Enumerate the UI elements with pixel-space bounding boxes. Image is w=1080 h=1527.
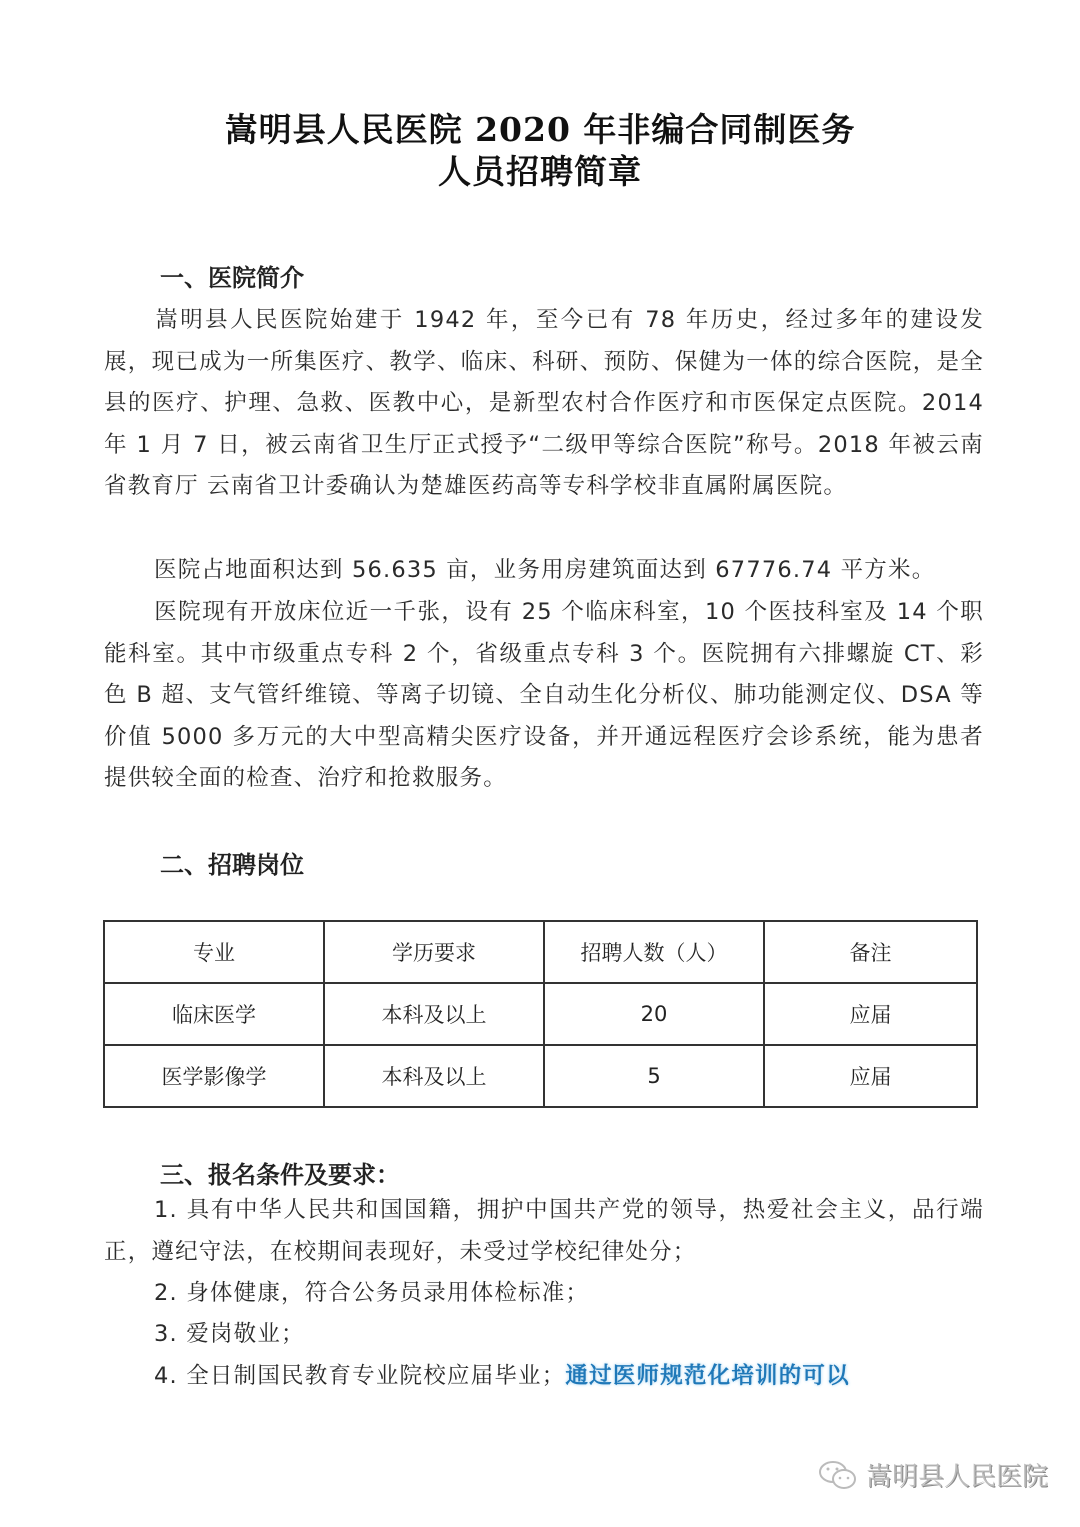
requirement-text: 3. 爱岗敬业； bbox=[154, 1321, 305, 1347]
cell-education: 本科及以上 bbox=[324, 983, 544, 1045]
cell-count: 20 bbox=[544, 983, 764, 1045]
section1-heading: 一、医院简介 bbox=[160, 264, 304, 292]
requirement-text: 2. 身体健康，符合公务员录用体检标准； bbox=[154, 1280, 590, 1306]
paragraph-text: 医院现有开放床位近一千张，设有 25 个临床科室，10 个医技科室及 14 个职能科室。其中市级重点专科 2 个，省级重点专科 3 个。医院拥有六排螺旋 CT、彩色 B 超、支气管纤维镜、等离子切镜、全自动生化分析仪、肺功能测定仪、DSA 等价值 5000 多万元的大中型高精尖医疗设备，并开通远程医疗会诊系统，能为患者提供较全面的检查、治疗和抢救服务。 bbox=[104, 599, 984, 791]
watermark-text: 嵩明县人民医院 bbox=[866, 1462, 1049, 1492]
cell-major: 医学影像学 bbox=[104, 1045, 324, 1107]
header-education: 学历要求 bbox=[324, 921, 544, 983]
paragraph-text: 医院占地面积达到 56.635 亩，业务用房建筑面达到 67776.74 平方米。 bbox=[154, 557, 936, 583]
wechat-icon bbox=[818, 1459, 858, 1491]
cell-count: 5 bbox=[544, 1045, 764, 1107]
table-row bbox=[104, 1045, 977, 1107]
requirement-text: 1. 具有中华人民共和国国籍，拥护中国共产党的领导，热爱社会主义，品行端正，遵纪守法，在校期间表现好，未受过学校纪律处分； bbox=[104, 1197, 984, 1265]
table-row bbox=[104, 983, 977, 1045]
cell-major: 临床医学 bbox=[104, 983, 324, 1045]
document-title-line2: 人员招聘简章 bbox=[438, 152, 642, 191]
cell-education: 本科及以上 bbox=[324, 1045, 544, 1107]
requirement-item-1 bbox=[104, 1190, 984, 1273]
section3-heading: 三、报名条件及要求： bbox=[160, 1161, 400, 1189]
cell-notes: 应届 bbox=[764, 983, 977, 1045]
requirement-item-3 bbox=[104, 1314, 984, 1356]
section1-paragraph-1 bbox=[104, 300, 984, 508]
header-notes: 备注 bbox=[764, 921, 977, 983]
highlighted-text: 通过医师规范化培训的可以 bbox=[565, 1363, 850, 1389]
paragraph-text: 嵩明县人民医院始建于 1942 年，至今已有 78 年历史，经过多年的建设发展，现已成为一所集医疗、教学、临床、科研、预防、保健为一体的综合医院，是全县的医疗、护理、急救、医教中心，是新型农村合作医疗和市医保定点医院。2014 年 1 月 7 日，被云南省卫生厅正式授予“二级甲等综合医院”称号。2018 年被云南省教育厅 云南省卫计委确认为楚雄医药高等专科学校非直属附属医院。 bbox=[104, 307, 984, 499]
requirement-item-2 bbox=[104, 1273, 984, 1315]
requirement-item-4 bbox=[104, 1356, 984, 1398]
table-header-row bbox=[104, 921, 977, 983]
cell-notes: 应届 bbox=[764, 1045, 977, 1107]
recruitment-table bbox=[103, 920, 978, 1108]
watermark bbox=[818, 1456, 1048, 1493]
section1-paragraph-2 bbox=[104, 550, 984, 592]
section1-paragraph-3 bbox=[104, 592, 984, 800]
requirement-text: 4. 全日制国民教育专业院校应届毕业； bbox=[154, 1363, 566, 1389]
section2-heading: 二、招聘岗位 bbox=[160, 851, 304, 879]
header-major: 专业 bbox=[104, 921, 324, 983]
header-count: 招聘人数（人） bbox=[544, 921, 764, 983]
document-title-line1: 嵩明县人民医院 2020 年非编合同制医务 bbox=[224, 110, 856, 149]
